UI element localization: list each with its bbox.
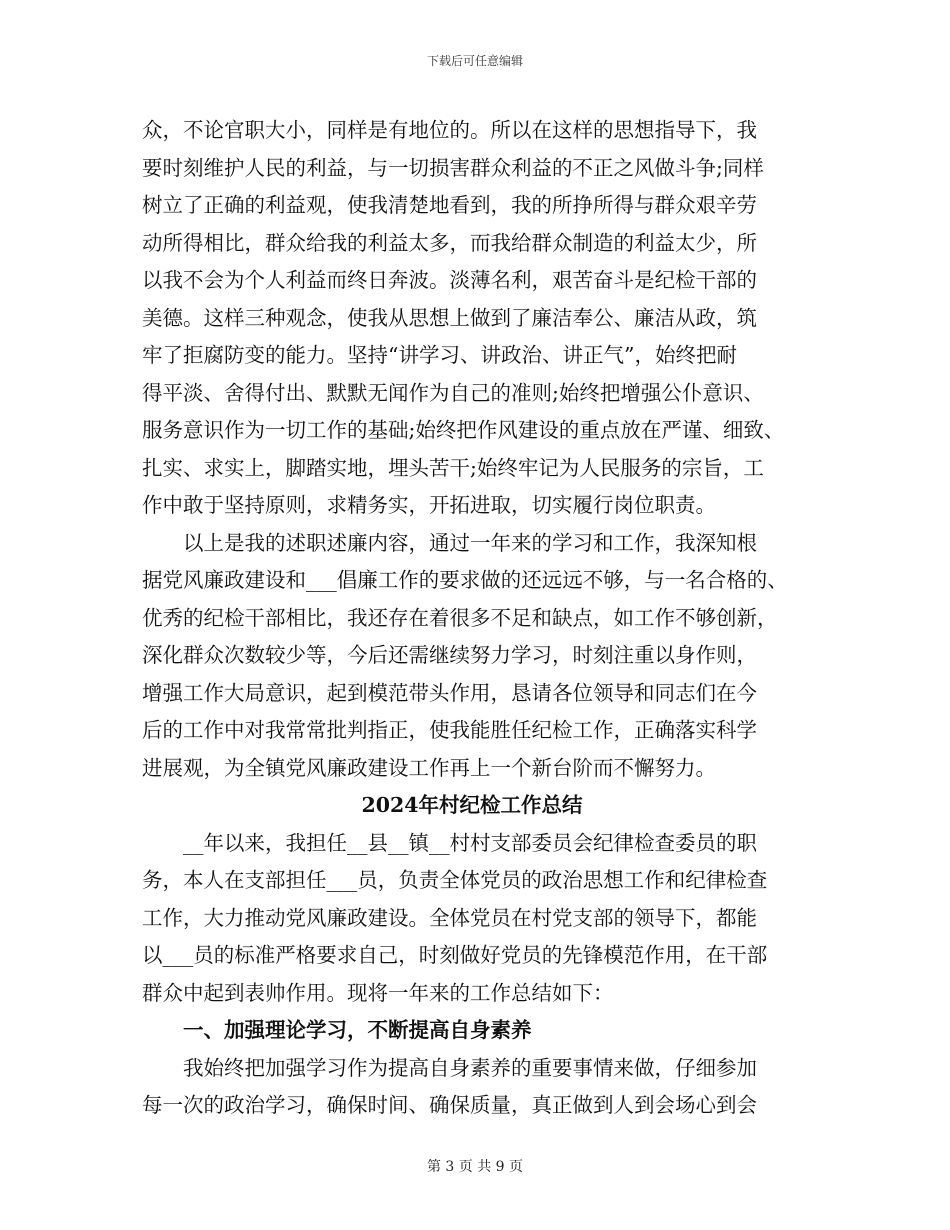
paragraph-start-line: 以上是我的述职述廉内容，通过一年来的学习和工作，我深知根 xyxy=(183,530,757,555)
document-body xyxy=(142,112,822,1125)
body-line: 扎实、求实上，脚踏实地，埋头苦干;始终牢记为人民服务的宗旨，工 xyxy=(142,455,764,480)
page-header-note: 下载后可任意编辑 xyxy=(426,54,523,68)
body-line: 优秀的纪检干部相比，我还存在着很多不足和缺点，如工作不够创新， xyxy=(142,605,778,630)
body-line: 要时刻维护人民的利益，与一切损害群众利益的不正之风做斗争;同样 xyxy=(142,155,764,180)
body-line: 进展观，为全镇党风廉政建设工作再上一个新台阶而不懈努力。 xyxy=(142,755,716,780)
document-title: 2024年村纪检工作总结 xyxy=(361,793,583,817)
body-line: 后的工作中对我常常批判指正，使我能胜任纪检工作，正确落实科学 xyxy=(142,718,757,742)
page-number-footer: 第 3 页 共 9 页 xyxy=(426,1159,524,1175)
body-line: 每一次的政治学习，确保时间、确保质量，真正做到人到会场心到会 xyxy=(142,1093,757,1117)
paragraph-start-line: 我始终把加强学习作为提高自身素养的重要事情来做，仔细参加 xyxy=(183,1055,757,1080)
body-line: 以___员的标准严格要求自己，时刻做好党员的先锋模范作用，在干部 xyxy=(142,943,768,967)
body-line: 增强工作大局意识，起到模范带头作用，恳请各位领导和同志们在今 xyxy=(142,680,757,705)
section-heading: 一、加强理论学习，不断提高自身素养 xyxy=(183,1018,532,1042)
body-line: 作中敢于坚持原则，求精务实，开拓进取，切实履行岗位职责。 xyxy=(142,493,716,517)
body-line: 动所得相比，群众给我的利益太多，而我给群众制造的利益太少，所 xyxy=(142,230,757,255)
body-line: 工作，大力推动党风廉政建设。全体党员在村党支部的领导下，都能 xyxy=(142,905,757,930)
body-line: 务，本人在支部担任___员，负责全体党员的政治思想工作和纪律检查 xyxy=(142,868,768,892)
body-line: 牢了拒腐防变的能力。坚持“讲学习、讲政治、讲正气”，始终把耐 xyxy=(142,343,737,367)
body-line: 群众中起到表帅作用。现将一年来的工作总结如下： xyxy=(142,980,614,1005)
body-line: 据党风廉政建设和___倡廉工作的要求做的还远远不够，与一名合格的、 xyxy=(142,568,788,592)
body-line: 得平淡、舍得付出、默默无闻作为自己的准则;始终把增强公仆意识、 xyxy=(142,380,764,405)
body-line: 服务意识作为一切工作的基础;始终把作风建设的重点放在严谨、细致、 xyxy=(142,418,785,442)
body-line: 树立了正确的利益观，使我清楚地看到，我的所挣所得与群众艰辛劳 xyxy=(142,193,757,217)
body-line: 以我不会为个人利益而终日奔波。淡薄名利，艰苦奋斗是纪检干部的 xyxy=(142,268,757,292)
body-line: 众，不论官职大小，同样是有地位的。所以在这样的思想指导下，我 xyxy=(142,118,757,142)
paragraph-start-line: __年以来，我担任__县__镇__村村支部委员会纪律检查委员的职 xyxy=(183,830,757,855)
body-line: 深化群众次数较少等，今后还需继续努力学习，时刻注重以身作则， xyxy=(142,643,757,667)
body-line: 美德。这样三种观念，使我从思想上做到了廉洁奉公、廉洁从政，筑 xyxy=(142,305,757,330)
